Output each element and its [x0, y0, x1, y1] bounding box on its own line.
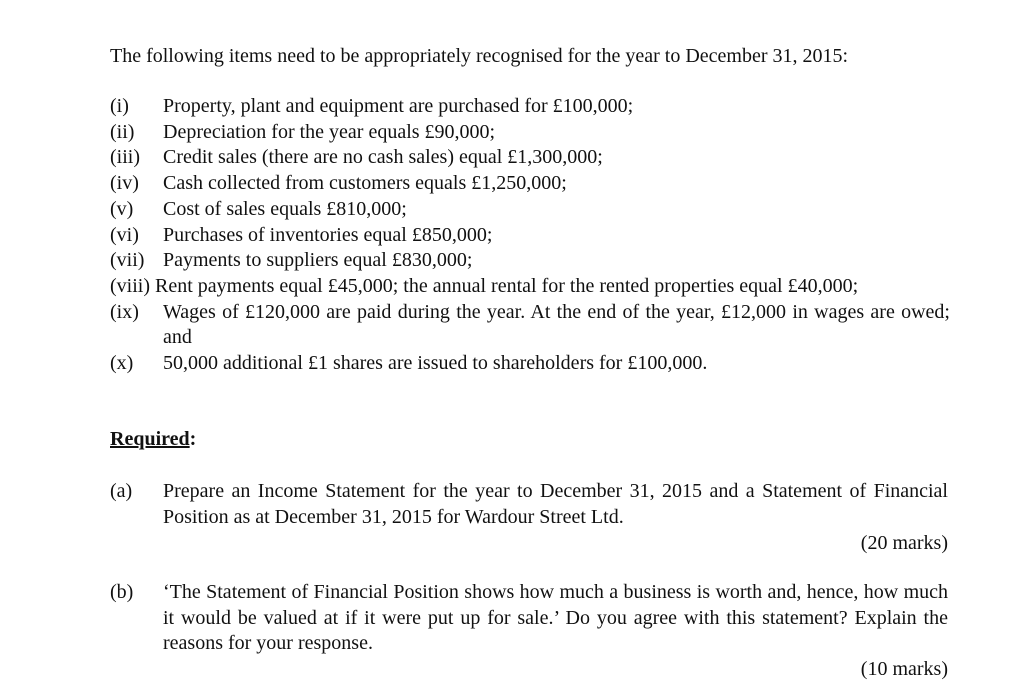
required-heading	[110, 426, 196, 452]
item-number: (vi)	[110, 223, 139, 246]
item-number: (ii)	[110, 120, 135, 143]
list-item	[110, 248, 950, 274]
part-label: (a)	[110, 480, 133, 502]
item-text: Cost of sales equals £810,000;	[163, 197, 407, 220]
item-number: (x)	[110, 352, 134, 375]
question-part-b	[110, 580, 948, 657]
list-item	[110, 300, 950, 351]
item-text: Rent payments equal £45,000; the annual rental for the rented properties equal £40,000;	[155, 274, 859, 297]
list-item	[110, 197, 950, 223]
question-part-a	[110, 479, 948, 530]
part-text: ‘The Statement of Financial Position shows how much a business is worth and, hence, how much it would be valued at if it were put up for sale.’ Do you agree with this statement? Explain the reasons for your response.	[163, 581, 948, 655]
list-item	[110, 94, 950, 120]
item-number: (i)	[110, 95, 129, 117]
item-number: (iii)	[110, 146, 140, 169]
item-text: Payments to suppliers equal £830,000;	[163, 249, 473, 272]
list-item	[110, 274, 950, 300]
list-item	[110, 223, 950, 249]
item-text: Cash collected from customers equals £1,250,000;	[163, 172, 567, 195]
part-label: (b)	[110, 581, 134, 603]
item-text: Credit sales (there are no cash sales) equal £1,300,000;	[163, 146, 603, 169]
marks-part-a: (20 marks)	[860, 532, 948, 554]
item-number: (vii)	[110, 249, 145, 272]
item-number: (ix)	[110, 300, 139, 323]
item-number: (iv)	[110, 172, 139, 195]
part-text: Prepare an Income Statement for the year to December 31, 2015 and a Statement of Financial Position as at December 31, 2015 for Wardour Street Ltd.	[163, 480, 948, 528]
item-text: Purchases of inventories equal £850,000;	[163, 223, 493, 246]
item-number: (viii)	[110, 274, 150, 297]
item-text: Wages of £120,000 are paid during the year. At the end of the year, £12,000 in wages are owed; and	[163, 300, 950, 349]
required-colon: :	[189, 428, 197, 450]
list-item	[110, 171, 950, 197]
list-item	[110, 145, 950, 171]
item-text: Depreciation for the year equals £90,000;	[163, 120, 496, 143]
item-text: 50,000 additional £1 shares are issued to shareholders for £100,000.	[163, 352, 708, 375]
required-label: Required	[110, 428, 190, 450]
items-list	[110, 94, 950, 377]
marks-part-b: (10 marks)	[860, 658, 948, 680]
item-text: Property, plant and equipment are purchased for £100,000;	[163, 95, 634, 117]
list-item	[110, 120, 950, 146]
list-item	[110, 351, 950, 377]
intro-text: The following items need to be appropriately recognised for the year to December 31, 2015:	[110, 45, 849, 67]
item-number: (v)	[110, 197, 134, 220]
